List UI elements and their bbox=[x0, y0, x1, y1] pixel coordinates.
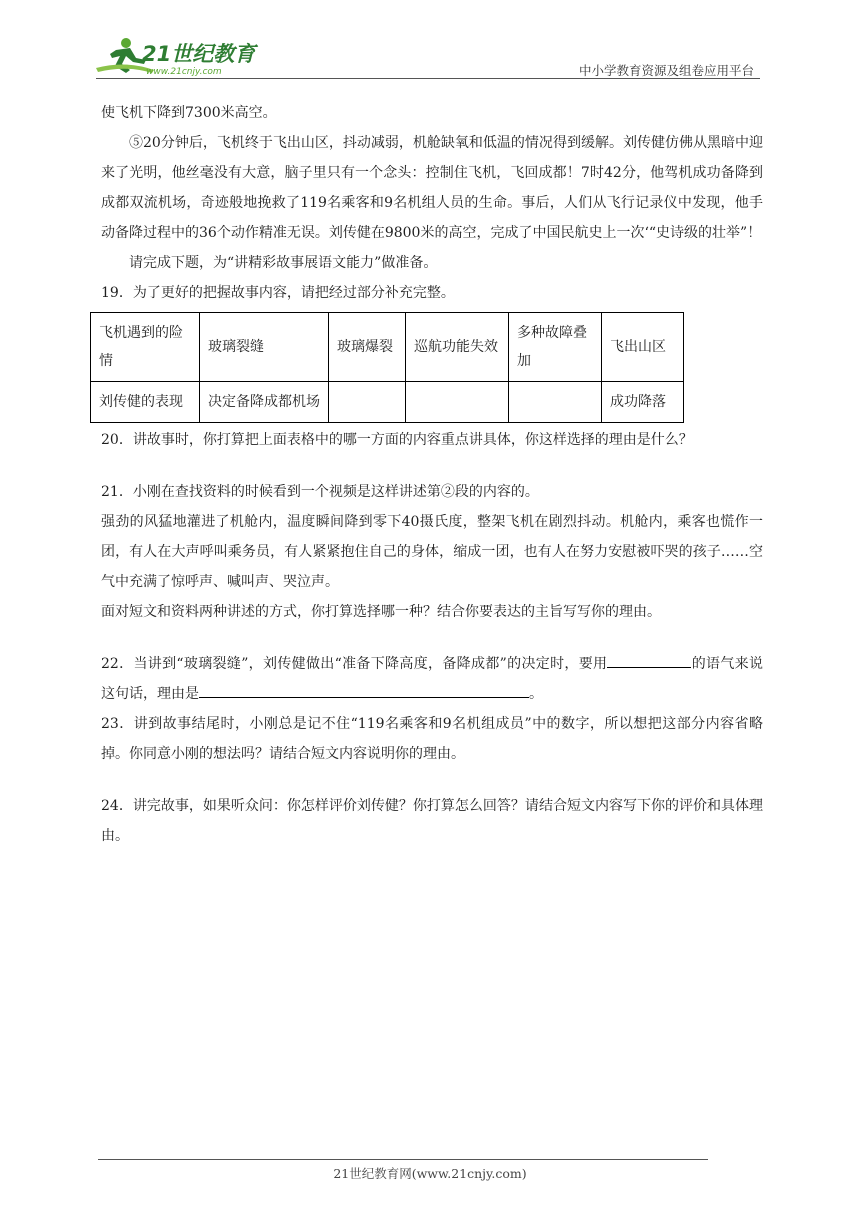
table-answer-cell[interactable] bbox=[406, 382, 509, 423]
svg-text:21世纪教育: 21世纪教育 bbox=[142, 42, 256, 66]
question-22-part1: 22．当讲到“玻璃裂缝”，刘传健做出“准备下降高度，备降成都”的决定时，要用 bbox=[101, 656, 608, 672]
table-cell: 玻璃爆裂 bbox=[329, 313, 406, 382]
logo-21cnjy-icon bbox=[96, 34, 266, 78]
page-header bbox=[96, 34, 760, 80]
question-21-ask: 面对短文和资料两种讲述的方式，你打算选择哪一种？结合你要表达的主旨写写你的理由。 bbox=[101, 604, 661, 620]
passage-paragraph-5: ⑤20分钟后，飞机终于飞出山区，抖动减弱，机舱缺氧和低温的情况得到缓解。刘传健仿佛从黑暗中迎来了光明，他丝毫没有大意，脑子里只有一个念头：控制住飞机，飞回成都！7时42分，他驾机成功备降到成都双流机场，奇迹般地挽救了119名乘客和9名机组人员的生命。事后，人们从飞行记录仪中发现，他手动备降过程中的36个动作精准无误。刘传健在9800米的高空，完成了中国民航史上一次‘“史诗级的壮举”！ bbox=[101, 135, 763, 241]
table-cell: 玻璃裂缝 bbox=[200, 313, 329, 382]
question-23: 23．讲到故事结尾时，小刚总是记不住“119名乘客和9名机组成员”中的数字，所以想把这部分内容省略掉。你同意小刚的想法吗？请结合短文内容说明你的理由。 bbox=[101, 716, 763, 762]
svg-text:www.21cnjy.com: www.21cnjy.com bbox=[146, 67, 222, 77]
footer-divider bbox=[98, 1159, 708, 1160]
question-21: 21．小刚在查找资料的时候看到一个视频是这样讲述第②段的内容的。 bbox=[101, 484, 539, 500]
question-20: 20．讲故事时，你打算把上面表格中的哪一方面的内容重点讲具体，你这样选择的理由是什么？ bbox=[101, 432, 693, 448]
question-24: 24．讲完故事，如果听众问：你怎样评价刘传健？你打算怎么回答？请结合短文内容写下你的评价和具体理由。 bbox=[101, 798, 763, 844]
table-cell: 飞出山区 bbox=[602, 313, 684, 382]
table-answer-cell[interactable] bbox=[329, 382, 406, 423]
reason-answer-blank[interactable] bbox=[199, 681, 529, 698]
table-cell: 成功降落 bbox=[602, 382, 684, 423]
question-22-part2: 的语气来说这句话，理由是 bbox=[101, 656, 764, 702]
passage-instruction: 请完成下题，为“讲精彩故事展语文能力”做准备。 bbox=[129, 255, 438, 271]
table-row bbox=[91, 382, 684, 423]
table-cell: 巡航功能失效 bbox=[406, 313, 509, 382]
header-platform-text: 中小学教育资源及组卷应用平台 bbox=[578, 63, 754, 78]
header-divider bbox=[96, 78, 760, 79]
table-row bbox=[91, 313, 684, 382]
question-22 bbox=[101, 649, 763, 709]
question-22-part3: 。 bbox=[529, 686, 543, 702]
table-cell: 飞机遇到的险情 bbox=[91, 313, 200, 382]
table-cell: 决定备降成都机场 bbox=[200, 382, 329, 423]
passage-line-top: 使飞机下降到7300米高空。 bbox=[101, 105, 277, 121]
story-table bbox=[90, 312, 684, 423]
table-answer-cell[interactable] bbox=[509, 382, 602, 423]
question-21-quote: 强劲的风猛地灌进了机舱内，温度瞬间降到零下40摄氏度，整架飞机在剧烈抖动。机舱内，乘客也慌作一团，有人在大声呼叫乘务员，有人紧紧抱住自己的身体，缩成一团，也有人在努力安慰被吓哭的孩子……空气中充满了惊呼声、喊叫声、哭泣声。 bbox=[101, 514, 763, 590]
document-body bbox=[101, 98, 763, 851]
table-cell: 多种故障叠加 bbox=[509, 313, 602, 382]
table-cell: 刘传健的表现 bbox=[91, 382, 200, 423]
tone-answer-blank[interactable] bbox=[607, 651, 691, 668]
question-19: 19．为了更好的把握故事内容，请把经过部分补充完整。 bbox=[101, 285, 455, 301]
footer-text: 21世纪教育网(www.21cnjy.com) bbox=[333, 1166, 527, 1181]
